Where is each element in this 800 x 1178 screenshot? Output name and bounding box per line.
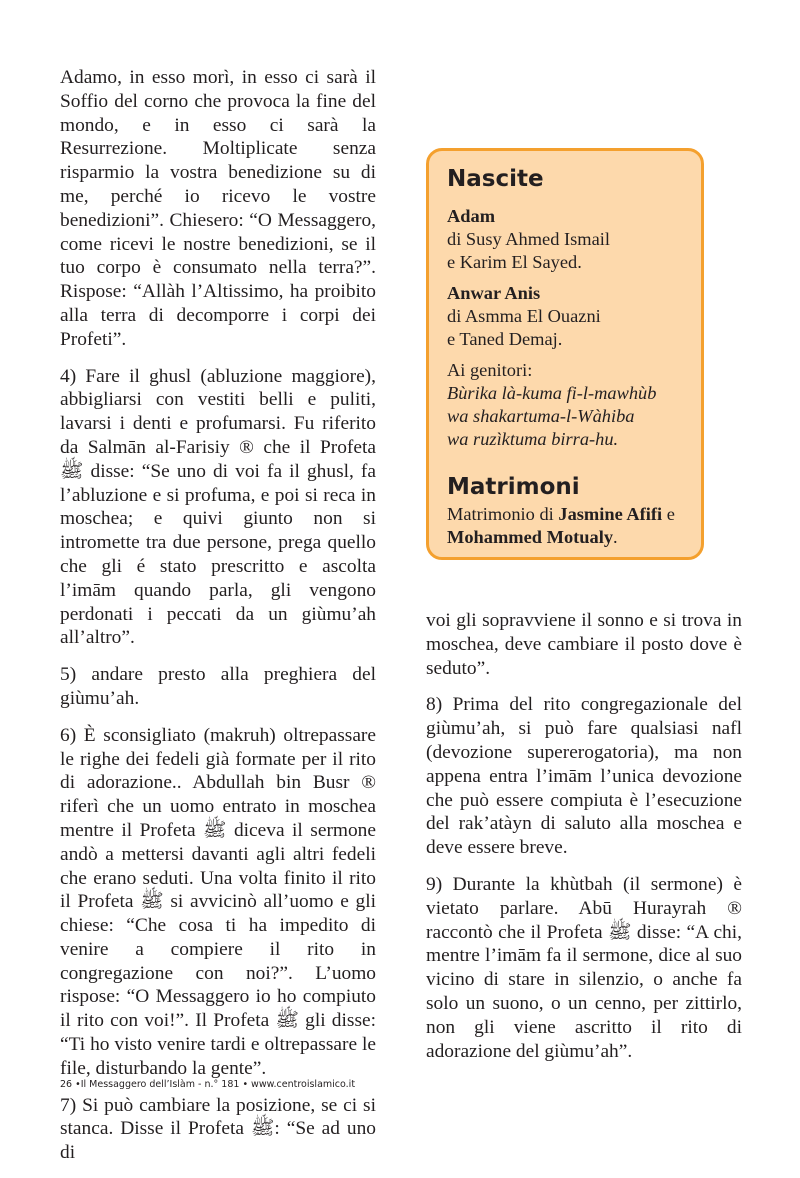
births-heading: Nascite <box>447 166 544 192</box>
parents-line: e Taned Demaj. <box>447 329 563 349</box>
parents-line: di Susy Ahmed Ismail <box>447 229 610 249</box>
marriage-prefix: Matrimonio di <box>447 504 554 524</box>
baby-name: Adam <box>447 206 496 226</box>
birth-entry <box>447 205 683 274</box>
spouse-name: Mohammed Motualy <box>447 527 614 547</box>
paragraph: Adamo, in esso morì, in esso ci sarà il Soffio del corno che provoca la fine del mondo, e in esso ci sarà la Resurrezione. Moltiplicate senza risparmio la vostra benedizione su di me, perché io ricevo le vostre benedizioni”. Chiesero: “O Messaggero, come ricevi le nostre benedizioni, se il tuo corpo è consumato nella terra?”. Rispose: “Allàh l’Altissimo, ha proibito alla terra di decomporre i corpi dei Profeti”. <box>60 67 376 350</box>
announcements-box <box>426 148 704 560</box>
baby-name: Anwar Anis <box>447 283 541 303</box>
birth-entry <box>447 282 683 351</box>
marriage-end: . <box>613 527 618 547</box>
marriage-conjunction: e <box>666 504 675 524</box>
paragraph: 8) Prima del rito congregazionale del giùmu’ah, si può fare qualsiasi nafl (devozione supererogatoria), ma non appena entra l’imām l’unica devozione che può essere compiuta è l’esecuzione del rak’atàyn di saluto alla moschea e deve essere breve. <box>426 694 742 859</box>
right-text-column <box>426 609 742 1076</box>
blessing-block <box>447 359 683 451</box>
parents-label: Ai genitori: <box>447 360 533 380</box>
page-footer: 26 •Il Messaggero dell’Islàm - n.° 181 • www.centroislamico.it <box>60 1079 356 1090</box>
marriage-entry <box>447 503 683 549</box>
paragraph: 7) Si può cambiare la posizione, se ci si stanca. Disse il Profeta ﷺ: “Se ad uno di <box>60 1094 376 1164</box>
paragraph: 9) Durante la khùtbah (il sermone) è vietato parlare. Abū Hurayrah ® raccontò che il Profeta ﷺ disse: “A chi, mentre l’imām fa il sermone, dice al suo vicino di stare in silenzio, o anche fa solo un suono, o un cenno, per zittirlo, non gli viene ascritto il rito di adorazione del giùmu’ah”. <box>426 873 742 1062</box>
spouse-name: Jasmine Afifi <box>558 504 663 524</box>
parents-line: di Asmma El Ouazni <box>447 306 601 326</box>
marriages-heading: Matrimoni <box>447 474 580 500</box>
blessing-line: wa ruzìktuma birra-hu. <box>447 429 619 449</box>
blessing-line: Bùrika là-kuma fi-l-mawhùb <box>447 383 657 403</box>
paragraph: 4) Fare il ghusl (abluzione maggiore), abbigliarsi con vestiti belli e puliti, lavarsi i denti e profumarsi. Fu riferito da Salmān al-Farisiy ® che il Profeta ﷺ disse: “Se uno di voi fa il ghusl, fa l’abluzione e si profuma, e poi si reca in moschea; e quivi giunto non si intromette tra due persone, prega quello che gli é stato prescritto e ascolta l’imām quando parla, gli vengono perdonati i peccati da un giùmu’ah all’altro”. <box>60 365 376 649</box>
blessing-line: wa shakartuma-l-Wàhiba <box>447 406 635 426</box>
left-text-column <box>60 66 376 1178</box>
paragraph: voi gli sopravviene il sonno e si trova in moschea, deve cambiare il posto dove è seduto”. <box>426 610 742 679</box>
paragraph: 5) andare presto alla preghiera del giùmu’ah. <box>60 664 376 709</box>
paragraph: 6) È sconsigliato (makruh) oltrepassare le righe dei fedeli già formate per il rito di adorazione.. Abdullah bin Busr ® riferì che un uomo entrato in moschea mentre il Profeta ﷺ diceva il sermone andò a mettersi davanti agli altri fedeli che erano seduti. Una volta finito il rito il Profeta ﷺ si avvicinò all’uomo e gli chiese: “Che cosa ti ha impedito di venire a compiere il rito in congregazione con noi?”. L’uomo rispose: “O Messaggero io ho compiuto il rito con voi!”. Il Profeta ﷺ gli disse: “Ti ho visto venire tardi e oltrepassare le file, disturbando la gente”. <box>60 724 376 1079</box>
parents-line: e Karim El Sayed. <box>447 252 582 272</box>
